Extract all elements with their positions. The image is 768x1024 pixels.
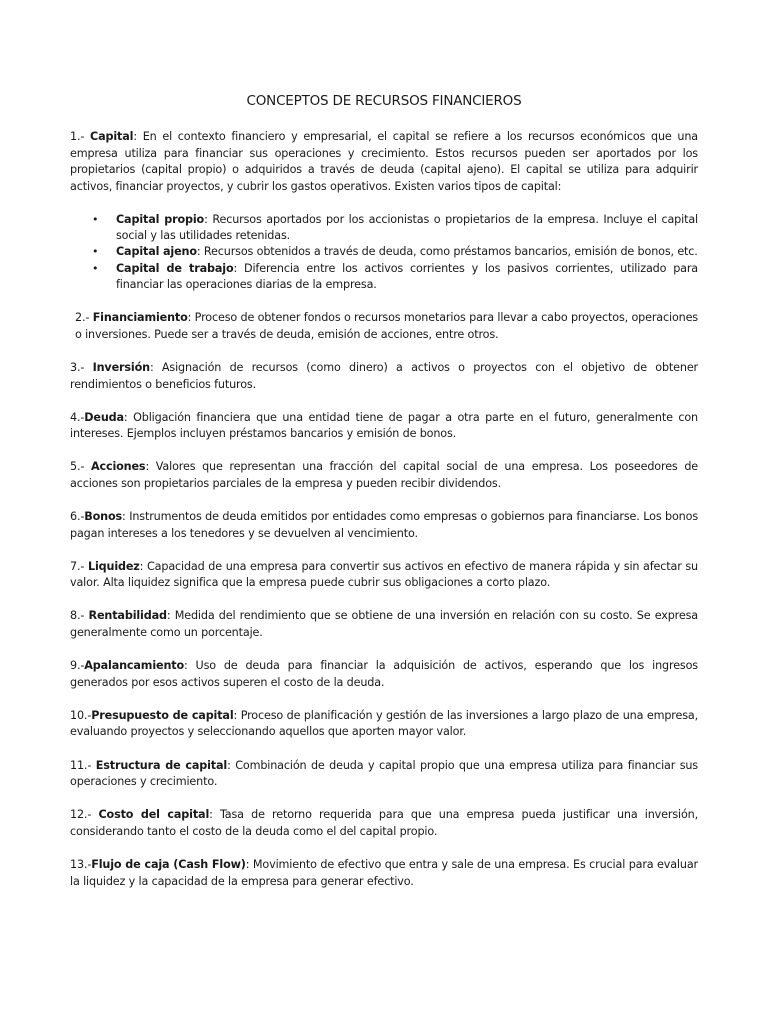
concept-text: : Asignación de recursos (como dinero) a activos o proyectos con el objetivo de obtener rendimientos o beneficios futuros. xyxy=(70,361,698,391)
concept-text: : Medida del rendimiento que se obtiene de una inversión en relación con su costo. Se expresa generalmente como un porcentaje. xyxy=(70,609,698,640)
concept-capital xyxy=(70,129,698,195)
concept-term: Bonos xyxy=(84,510,123,524)
concept-rentabilidad xyxy=(70,608,698,641)
concept-text: : Tasa de retorno requerida para que una empresa pueda justificar una inversión, considerando tanto el costo de la deuda como el del capital propio. xyxy=(70,808,698,838)
concept-term: Deuda xyxy=(84,410,124,424)
concept-number: 4.- xyxy=(70,410,85,424)
concept-number: 10.- xyxy=(70,708,92,722)
concept-acciones xyxy=(70,459,698,492)
concept-term: Liquidez xyxy=(87,559,140,573)
capital-type-text: : Recursos obtenidos a través de deuda, como préstamos bancarios, emisión de bonos, etc. xyxy=(196,245,698,259)
capital-type-term: Capital ajeno xyxy=(116,245,197,259)
concept-text: : Uso de deuda para financiar la adquisición de activos, esperando que los ingresos generados por esos activos superen el costo de la deuda. xyxy=(70,659,698,689)
concept-number: 5.- xyxy=(70,460,91,474)
concept-text: : Movimiento de efectivo que entra y sale de una empresa. Es crucial para evaluar la liquidez y la capacidad de la empresa para generar efectivo. xyxy=(70,857,698,888)
concept-number: 9.- xyxy=(70,659,85,673)
bullet-icon: • xyxy=(92,212,99,226)
concept-term: Apalancamiento xyxy=(84,659,184,673)
concept-number: 13.- xyxy=(70,857,92,871)
concept-term: Rentabilidad xyxy=(88,609,167,623)
concept-text: : Valores que representan una fracción del capital social de una empresa. Los poseedores de acciones son propietarios parciales de la empresa y pueden recibir dividendos. xyxy=(70,460,699,491)
capital-types-list xyxy=(70,212,698,293)
concept-presupuesto-de-capital xyxy=(70,708,698,741)
capital-type-term: Capital propio xyxy=(116,212,205,226)
concept-number: 2.- xyxy=(75,311,93,325)
capital-type-text: : Diferencia entre los activos corrientes y los pasivos corrientes, utilizado para financiar las operaciones diarias de la empresa. xyxy=(116,261,699,292)
list-item xyxy=(92,244,698,260)
bullet-icon: • xyxy=(92,245,99,259)
document-title: CONCEPTOS DE RECURSOS FINANCIEROS xyxy=(246,93,522,109)
concept-number: 6.- xyxy=(70,510,85,524)
concept-term: Flujo de caja (Cash Flow) xyxy=(91,857,246,871)
concept-term: Capital xyxy=(90,130,134,143)
concept-number: 8.- xyxy=(70,609,89,623)
list-item xyxy=(92,261,699,294)
concept-apalancamiento xyxy=(70,658,698,691)
concept-flujo-de-caja xyxy=(70,857,698,890)
concept-number: 12.- xyxy=(70,808,99,822)
concept-liquidez xyxy=(70,559,698,592)
concept-term: Acciones xyxy=(90,460,146,474)
concept-term: Financiamiento xyxy=(92,311,188,325)
capital-type-term: Capital de trabajo xyxy=(116,261,234,275)
bullet-icon: • xyxy=(92,261,99,275)
list-item xyxy=(92,212,698,245)
concept-text: : En el contexto financiero y empresarial, el capital se refiere a los recursos económicos que una empresa utiliza para financiar sus operaciones y crecimiento. Estos recursos pueden ser aportados por los propietarios (capital propio) o adquiridos a través de deuda (capital ajeno). El capital se utiliza para adquirir activos, financiar proyectos, y cubrir los gastos operativos. Existen varios tipos de capital: xyxy=(70,130,698,193)
concept-text: : Proceso de obtener fondos o recursos monetarios para llevar a cabo proyectos, operaciones o inversiones. Puede ser a través de deuda, emisión de acciones, entre otros. xyxy=(75,311,698,341)
concept-bonos xyxy=(70,509,698,542)
concept-number: 3.- xyxy=(70,361,93,375)
concept-text: : Capacidad de una empresa para convertir sus activos en efectivo de manera rápida y sin afectar su valor. Alta liquidez significa que la empresa puede cubrir sus obligaciones a corto plazo. xyxy=(70,559,699,590)
concept-text: : Proceso de planificación y gestión de las inversiones a largo plazo de una empresa, evaluando proyectos y seleccionando aquellos que aporten mayor valor. xyxy=(70,708,698,739)
concept-term: Costo del capital xyxy=(98,808,210,822)
concept-costo-del-capital xyxy=(70,807,698,840)
concept-text: : Combinación de deuda y capital propio que una empresa utiliza para financiar sus operaciones y crecimiento. xyxy=(70,758,698,789)
concept-term: Inversión xyxy=(92,361,150,375)
concept-financiamiento xyxy=(70,310,698,343)
concept-deuda xyxy=(70,410,698,443)
concept-estructura-de-capital xyxy=(70,758,698,791)
concept-number: 1.- xyxy=(70,130,91,143)
concept-number: 7.- xyxy=(70,559,88,573)
concept-inversion xyxy=(70,360,698,393)
capital-type-text: : Recursos aportados por los accionistas o propietarios de la empresa. Incluye el capital social y las utilidades retenidas. xyxy=(116,212,698,243)
concept-text: : Obligación financiera que una entidad tiene de pagar a otra parte en el futuro, generalmente con intereses. Ejemplos incluyen préstamos bancarios y emisión de bonos. xyxy=(70,410,698,441)
concept-text: : Instrumentos de deuda emitidos por entidades como empresas o gobiernos para financiarse. Los bonos pagan intereses a los tenedores y se devuelven al vencimiento. xyxy=(70,510,698,540)
concept-term: Estructura de capital xyxy=(95,758,228,772)
concept-term: Presupuesto de capital xyxy=(91,708,234,722)
concept-number: 11.- xyxy=(70,758,96,772)
